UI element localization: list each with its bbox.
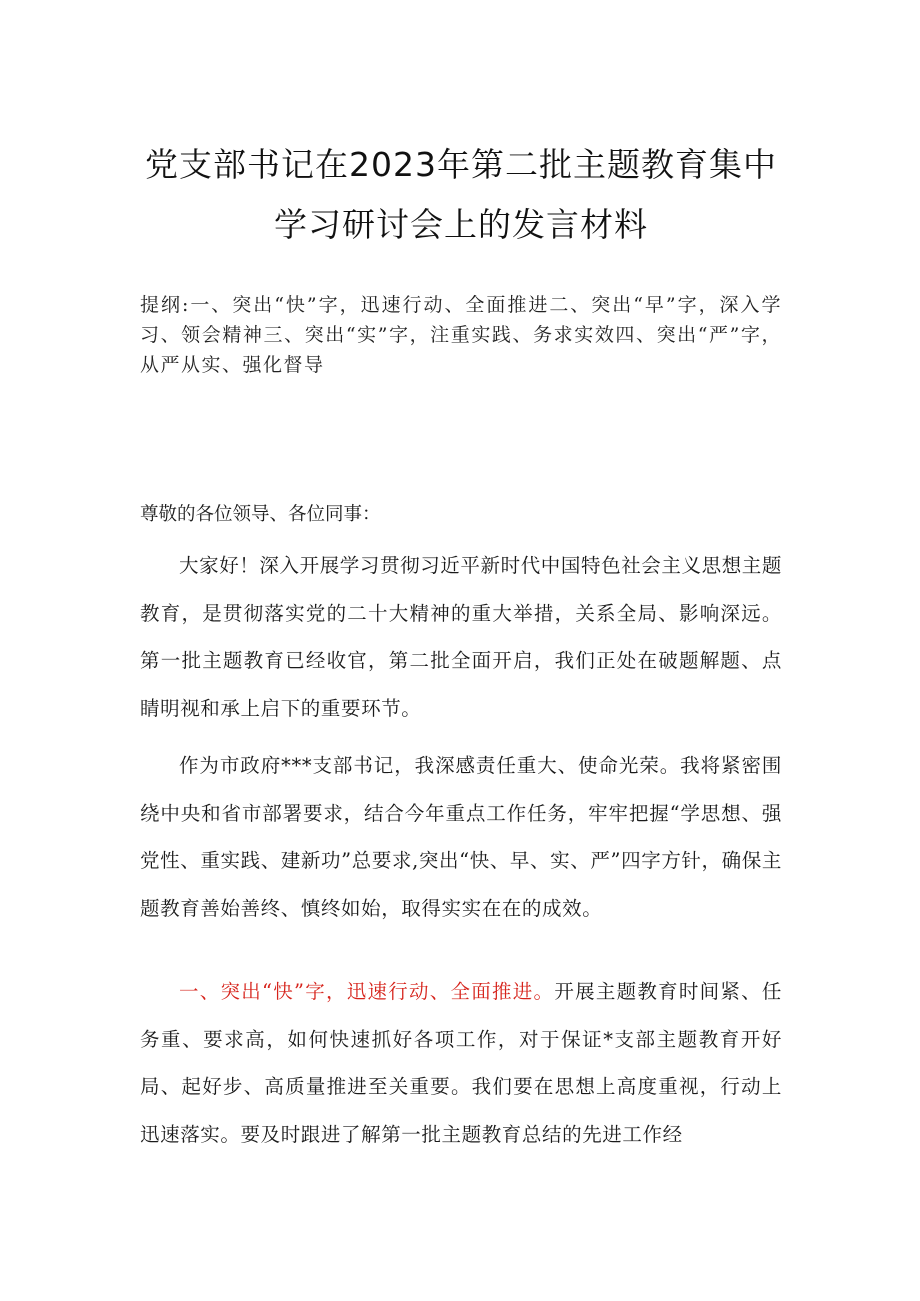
paragraph-greeting: 大家好！深入开展学习贯彻习近平新时代中国特色社会主义思想主题教育，是贯彻落实党的二十大精神的重大举措，关系全局、影响深远。第一批主题教育已经收官，第二批全面开启，我们正处在破题解题、点睛明视和承上启下的重要环节。 — [140, 554, 783, 720]
document-title — [140, 0, 782, 254]
section-1-text: 开展主题教育时间紧、任务重、要求高，如何快速抓好各项工作，对于保证*支部主题教育开好局、起好步、高质量推进至关重要。我们要在思想上高度重视，行动上迅速落实。要及时跟进了解第一批主题教育总结的先进工作经 — [140, 980, 782, 1146]
paragraph-section-1 — [140, 968, 782, 1158]
title-line-2: 学习研讨会上的发言材料 — [274, 205, 648, 244]
salutation: 尊敬的各位领导、各位同事： — [140, 504, 381, 525]
paragraph-role: 作为市政府***支部书记，我深感责任重大、使命光荣。我将紧密围绕中央和省市部署要求，结合今年重点工作任务，牢牢把握“学思想、强党性、重实践、建新功”总要求,突出“快、早、实、严”四字方针，确保主题教育善始善终、慎终如始，取得实实在在的成效。 — [140, 754, 782, 920]
title-line-1: 党支部书记在2023年第二批主题教育集中 — [145, 145, 777, 184]
outline-text: 提纲:一、突出“快”字，迅速行动、全面推进二、突出“早”字，深入学习、领会精神三、突出“实”字，注重实践、务求实效四、突出“严”字，从严从实、强化督导 — [140, 294, 782, 376]
section-1-heading: 一、突出“快”字，迅速行动、全面推进。 — [179, 980, 555, 1003]
